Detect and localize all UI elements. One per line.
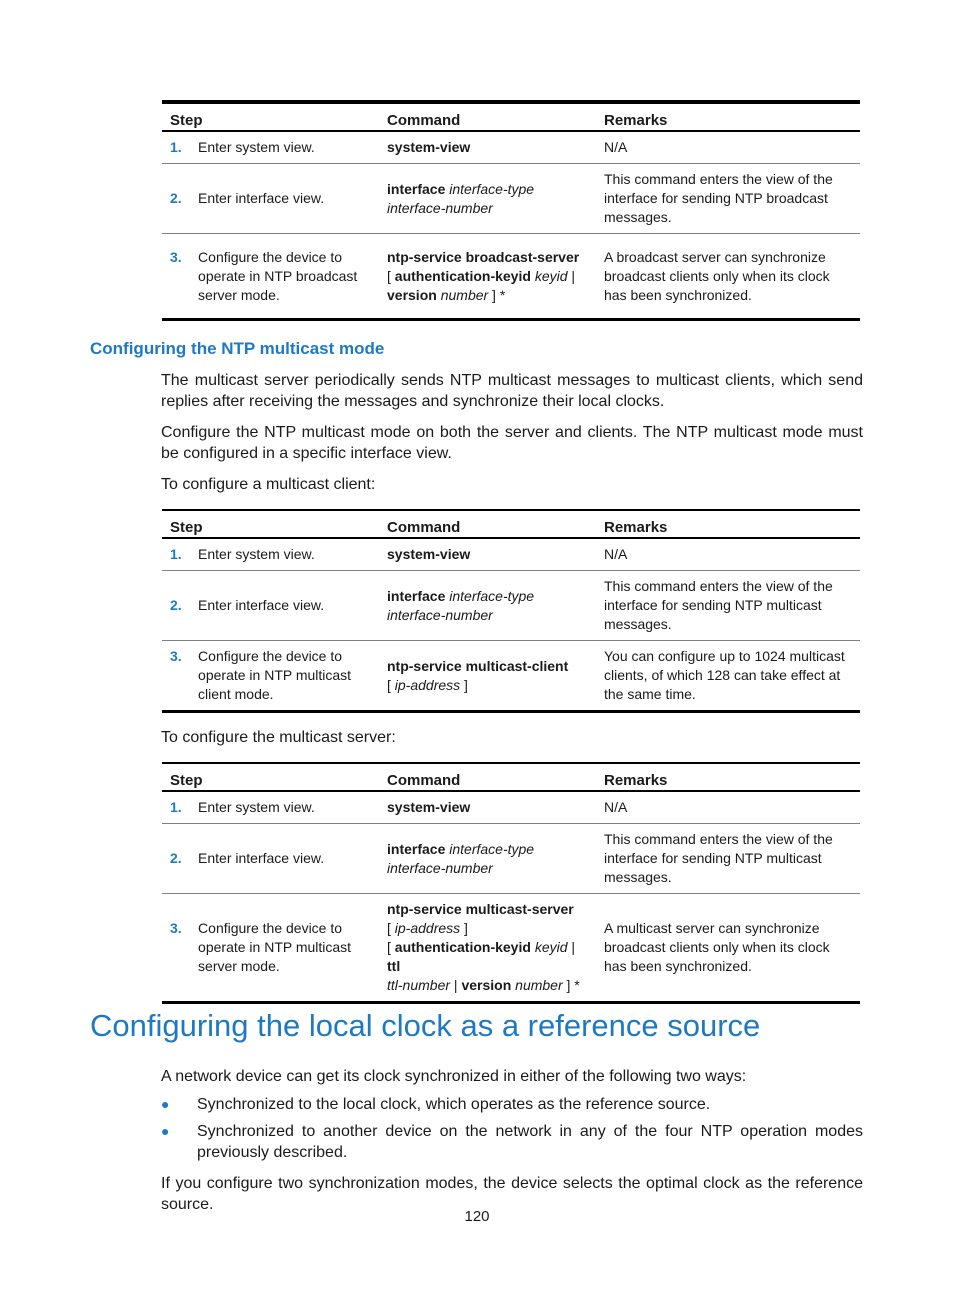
command-cell: ntp-service multicast-server [ ip-address ] [ authentication-keyid keyid | ttl ttl-number | version number ] * — [387, 901, 580, 993]
command-cell — [379, 164, 596, 234]
command-arg: keyid — [534, 267, 568, 284]
table-row — [162, 164, 860, 234]
header-command: Command — [379, 763, 596, 791]
step-number: 2. — [170, 850, 182, 866]
header-step: Step — [162, 102, 379, 131]
step-description: Enter system view. — [198, 139, 315, 155]
step-description: Configure the device to operate in NTP multicast client mode. — [198, 648, 352, 702]
paragraph: A network device can get its clock synchronized in either of the following two ways: — [161, 1068, 747, 1085]
bullet-dot-icon: ● — [161, 1123, 170, 1139]
table-header-row — [162, 510, 860, 538]
list-item — [161, 1094, 863, 1115]
command-arg: ip-address — [394, 920, 461, 936]
command-keyword: interface — [387, 587, 446, 604]
command-keyword: ntp-service multicast-server — [387, 901, 574, 917]
header-step: Step — [162, 510, 379, 538]
remarks-cell: A broadcast server can synchronize broadcast clients only when its clock has been synchronized. — [604, 248, 830, 303]
command-arg: number — [515, 977, 563, 993]
paragraph: If you configure two synchronization modes, the device selects the optimal clock as the reference source. — [161, 1175, 863, 1213]
command-arg: interface-number — [387, 199, 493, 216]
command-arg: ip-address — [394, 676, 461, 693]
remarks-cell: N/A — [596, 791, 860, 824]
command-arg: interface-number — [387, 859, 493, 876]
command-arg: keyid — [534, 939, 568, 955]
command-cell — [379, 824, 596, 894]
command-cell — [379, 791, 596, 824]
paragraph: Configure the NTP multicast mode on both the server and clients. The NTP multicast mode must be configured in a specific interface view. — [161, 424, 863, 462]
step-number: 3. — [170, 248, 182, 265]
step-description: Configure the device to operate in NTP broadcast server mode. — [198, 248, 358, 303]
remarks-cell: This command enters the view of the interface for sending NTP multicast messages. — [596, 571, 860, 641]
remarks-cell: This command enters the view of the interface for sending NTP broadcast messages. — [596, 164, 860, 234]
command-cell — [379, 538, 596, 571]
remarks-cell: N/A — [596, 131, 860, 164]
command-keyword: ntp-service multicast-client — [387, 657, 569, 674]
section-heading-multicast: Configuring the NTP multicast mode — [90, 339, 385, 358]
broadcast-server-table — [162, 100, 860, 321]
command-cell — [379, 571, 596, 641]
page-number: 120 — [464, 1208, 490, 1225]
step-description: Enter interface view. — [198, 850, 325, 866]
command-cell: ntp-service multicast-client [ ip-address ] — [387, 657, 569, 693]
list-item-text: Synchronized to the local clock, which operates as the reference source. — [197, 1096, 711, 1113]
bullet-dot-icon: ● — [161, 1096, 170, 1112]
command-arg: interface-type — [449, 180, 535, 197]
remarks-cell: N/A — [596, 538, 860, 571]
multicast-client-table — [162, 509, 860, 713]
paragraph: The multicast server periodically sends NTP multicast messages to multicast clients, which send replies after receiving the messages and synchronize their local clocks. — [161, 372, 863, 410]
command-keyword: system-view — [387, 546, 471, 562]
header-command: Command — [379, 102, 596, 131]
header-step: Step — [162, 763, 379, 791]
remarks-cell: This command enters the view of the interface for sending NTP multicast messages. — [596, 824, 860, 894]
table-row — [162, 894, 860, 1003]
step-number: 1. — [170, 139, 182, 155]
command-keyword: interface — [387, 180, 446, 197]
table-row — [162, 824, 860, 894]
step-description: Enter system view. — [198, 799, 315, 815]
header-remarks: Remarks — [596, 510, 860, 538]
command-arg: ttl-number — [387, 977, 451, 993]
remarks-cell: You can configure up to 1024 multicast clients, of which 128 can take effect at the same time. — [604, 648, 845, 702]
header-remarks: Remarks — [596, 102, 860, 131]
command-arg: interface-type — [449, 587, 535, 604]
step-number: 3. — [170, 648, 182, 664]
paragraph: To configure a multicast client: — [161, 476, 376, 493]
table-header-row — [162, 763, 860, 791]
remarks-cell: A multicast server can synchronize broadcast clients only when its clock has been synchronized. — [604, 920, 830, 974]
step-description: Enter interface view. — [198, 597, 325, 613]
table-row — [162, 791, 860, 824]
header-remarks: Remarks — [596, 763, 860, 791]
table-header-row — [162, 102, 860, 131]
command-cell: ntp-service broadcast-server [ authentication-keyid keyid | version number ] * — [387, 248, 580, 303]
table-row — [162, 641, 860, 712]
command-keyword: ntp-service broadcast-server — [387, 248, 580, 265]
list-item-text: Synchronized to another device on the network in any of the four NTP operation modes previously described. — [197, 1123, 863, 1161]
header-command: Command — [379, 510, 596, 538]
command-cell — [379, 131, 596, 164]
command-keyword: version — [461, 977, 512, 993]
command-keyword: system-view — [387, 139, 471, 155]
table-row — [162, 538, 860, 571]
command-keyword: authentication-keyid — [394, 939, 531, 955]
step-number: 3. — [170, 920, 182, 936]
command-arg: number — [440, 286, 489, 303]
step-number: 1. — [170, 546, 182, 562]
step-number: 2. — [170, 597, 182, 613]
command-keyword: system-view — [387, 799, 471, 815]
multicast-server-table — [162, 762, 860, 1004]
command-keyword: authentication-keyid — [394, 267, 531, 284]
step-description: Enter interface view. — [198, 190, 325, 206]
list-item — [161, 1121, 863, 1163]
command-keyword: interface — [387, 840, 446, 857]
command-arg: interface-type — [449, 840, 535, 857]
paragraph: To configure the multicast server: — [161, 729, 396, 746]
step-description: Enter system view. — [198, 546, 315, 562]
table-row — [162, 131, 860, 164]
command-keyword: ttl — [387, 958, 401, 974]
command-keyword: version — [387, 286, 437, 303]
step-description: Configure the device to operate in NTP multicast server mode. — [198, 920, 352, 974]
step-number: 1. — [170, 799, 182, 815]
table-row — [162, 234, 860, 320]
step-number: 2. — [170, 190, 182, 206]
table-row — [162, 571, 860, 641]
command-arg: interface-number — [387, 606, 493, 623]
section-heading-local-clock: Configuring the local clock as a reference source — [90, 1008, 761, 1043]
